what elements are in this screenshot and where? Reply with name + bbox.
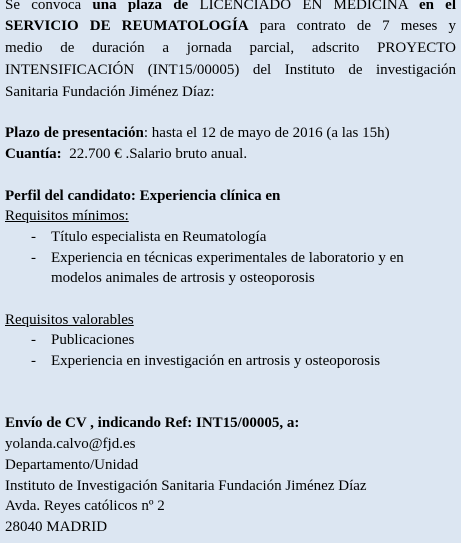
profile-heading: Perfil del candidato: Experiencia clínica en (5, 188, 281, 204)
intro-line-5: Sanitaria Fundación Jiménez Díaz: (5, 84, 215, 100)
dash-bullet: - (31, 229, 36, 245)
list-item-text: Experiencia en técnicas experimentales de laboratorio y en (51, 250, 404, 266)
min-requirements-heading: Requisitos mínimos: (5, 208, 129, 224)
position-title: LICENCIADO EN MEDICINA (188, 0, 419, 13)
amount-value: 22.700 € .Salario bruto anual. (61, 146, 248, 162)
amount-label: Cuantía: (5, 146, 62, 162)
deadline-line (5, 124, 390, 142)
dash-bullet: - (31, 353, 36, 369)
deadline-label: Plazo de presentación (5, 125, 144, 141)
send-cv-heading: Envío de CV , indicando Ref: INT15/00005, a: (5, 415, 300, 431)
list-item-text: Publicaciones (51, 332, 135, 348)
service-name: SERVICIO DE REUMATOLOGÍA (5, 18, 249, 34)
intro-line-3: medio de duración a jornada parcial, adscrito PROYECTO (5, 40, 456, 56)
dash-bullet: - (31, 250, 36, 266)
intro-bold-text: en el (418, 0, 456, 13)
valued-requirements-heading: Requisitos valorables (5, 312, 134, 328)
dash-bullet: - (31, 332, 36, 348)
list-item-text: modelos animales de artrosis y osteoporosis (51, 270, 315, 286)
institute-line: Instituto de Investigación Sanitaria Fundación Jiménez Díaz (5, 478, 367, 494)
intro-text: Se convoca (5, 0, 93, 13)
amount-line (5, 145, 247, 163)
deadline-value: : hasta el 12 de mayo de 2016 (a las 15h) (143, 125, 390, 141)
city-line: 28040 MADRID (5, 519, 108, 535)
address-line: Avda. Reyes católicos nº 2 (5, 498, 165, 514)
intro-line-4: INTENSIFICACIÓN (INT15/00005) del Instituto de investigación (5, 62, 456, 78)
contact-email[interactable]: yolanda.calvo@fjd.es (5, 436, 136, 452)
intro-bold-text: una plaza de (92, 0, 189, 13)
intro-line-2 (5, 17, 456, 35)
department-line: Departamento/Unidad (5, 457, 139, 473)
list-item-text: Título especialista en Reumatología (51, 229, 267, 245)
intro-line-1 (5, 0, 456, 14)
intro-text: para contrato de 7 meses y (248, 18, 456, 34)
list-item-text: Experiencia en investigación en artrosis y osteoporosis (51, 353, 381, 369)
